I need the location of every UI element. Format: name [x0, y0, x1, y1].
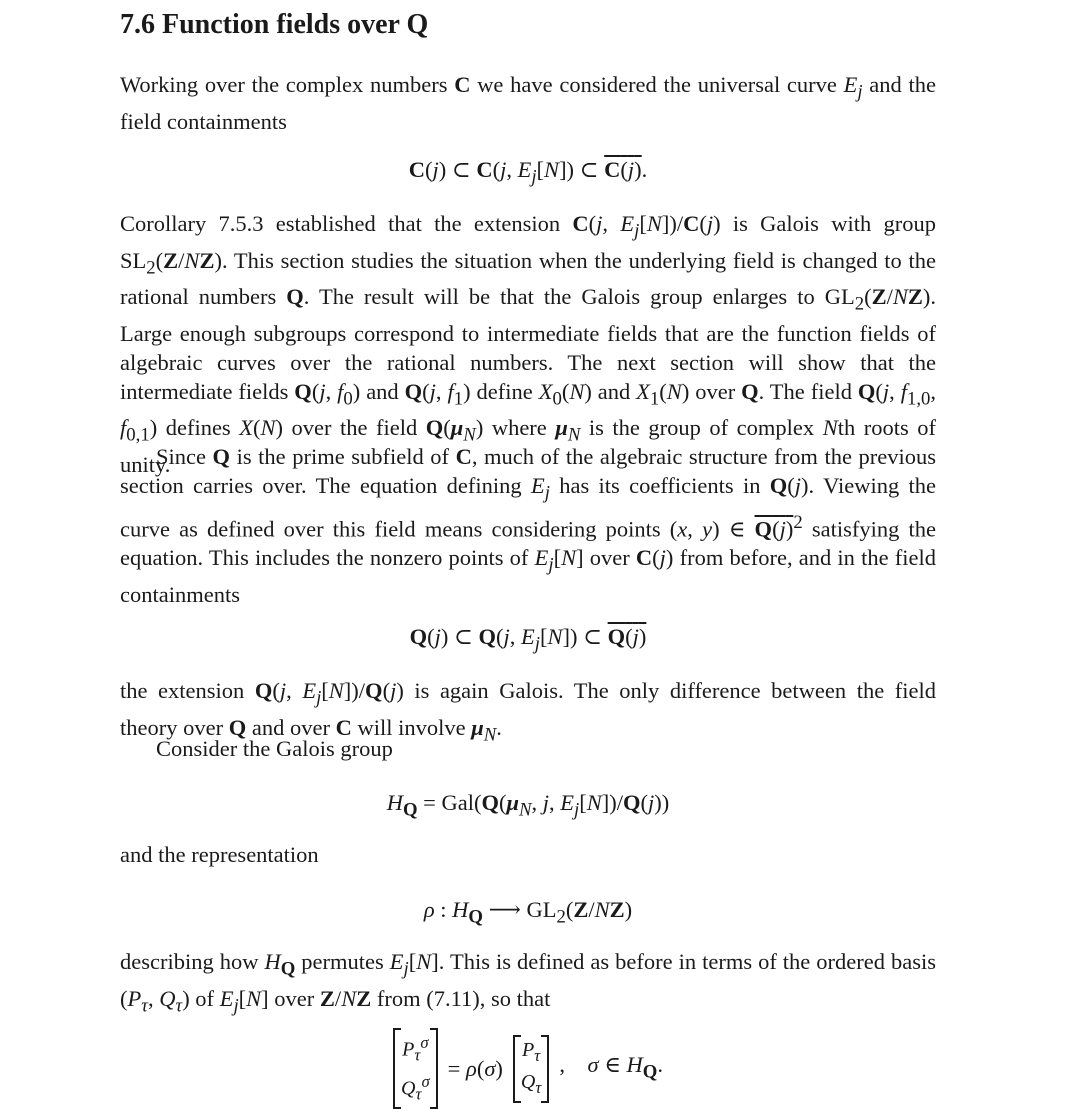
equation-1: C(j) ⊂ C(j, $E_j[N]$) ⊂ C(j).	[408, 157, 648, 188]
paragraph-6: and the representation	[120, 842, 319, 867]
equation-4: ρ : $H_Q$ ⟶ $GL_2(Z/NZ)$	[423, 897, 633, 928]
section-title: Function fields over Q	[162, 9, 429, 40]
matrix-left: $P_\tau^\sigma$ $Q_\tau^\sigma$	[393, 1028, 438, 1109]
equation-5: $P_\tau^\sigma$ $Q_\tau^\sigma$ = ρ(σ) $P_\tau$ $Q_\tau$ , σ ∈ $H_Q$.	[120, 1028, 936, 1109]
equation-3: $H_Q = Gal(Q(\mu_N$, j, $E_j[N])/Q(j)$)	[386, 790, 670, 821]
paragraph-4: the extension Q(j, $E_j[N])/Q(j)$ is again Galois. The only difference between the field theory over Q and over C will involve $\mu_N$.	[120, 678, 936, 745]
paragraph-2: Corollary 7.5.3 established that the extension C(j, $E_j[N])/C(j)$ is Galois with group $SL_2(Z/NZ)$. This section studies the situation when the underlying field is changed to the rational numbers Q. The result will be that the Galois group enlarges to $GL_2(Z/NZ)$. Large enough subgroups correspond to intermediate fields that are the function fields of algebraic curves over the rational numbers. The next section will show that the intermediate fields Q(j, $f_0$) and Q(j, $f_1$) define $X_0(N)$ and $X_1(N)$ over Q. The field Q(j, $f_{1,0}$, $f_{0,1}$) defines X(N) over the field $Q(\mu_N)$ where $\mu_N$ is the group of complex Nth roots of unity.	[120, 211, 937, 477]
paragraph-5: Consider the Galois group	[156, 736, 393, 761]
paragraph-3: Since Q is the prime subfield of C, much of the algebraic structure from the previous section carries over. The equation defining $E_j$ has its coefficients in Q(j). Viewing the curve as defined over this field means considering points (x, y) ∈ $Q(j)^2$ satisfying the equation. This includes the nonzero points of $E_j[N]$ over C(j) from before, and in the field containments	[120, 444, 937, 607]
section-heading	[120, 8, 428, 42]
paragraph-7: describing how $H_Q$ permutes $E_j[N]$. This is defined as before in terms of the ordered basis ($P_\tau$, $Q_\tau$) of $E_j[N]$ over Z/NZ from (7.11), so that	[120, 949, 936, 1016]
matrix-right: $P_\tau$ $Q_\tau$	[513, 1035, 549, 1103]
paragraph-1: Working over the complex numbers C we have considered the universal curve $E_j$ and the field containments	[120, 72, 936, 134]
section-number: 7.6	[120, 9, 155, 40]
equation-2: Q(j) ⊂ Q(j, $E_j[N]$) ⊂ Q(j)	[409, 624, 647, 655]
